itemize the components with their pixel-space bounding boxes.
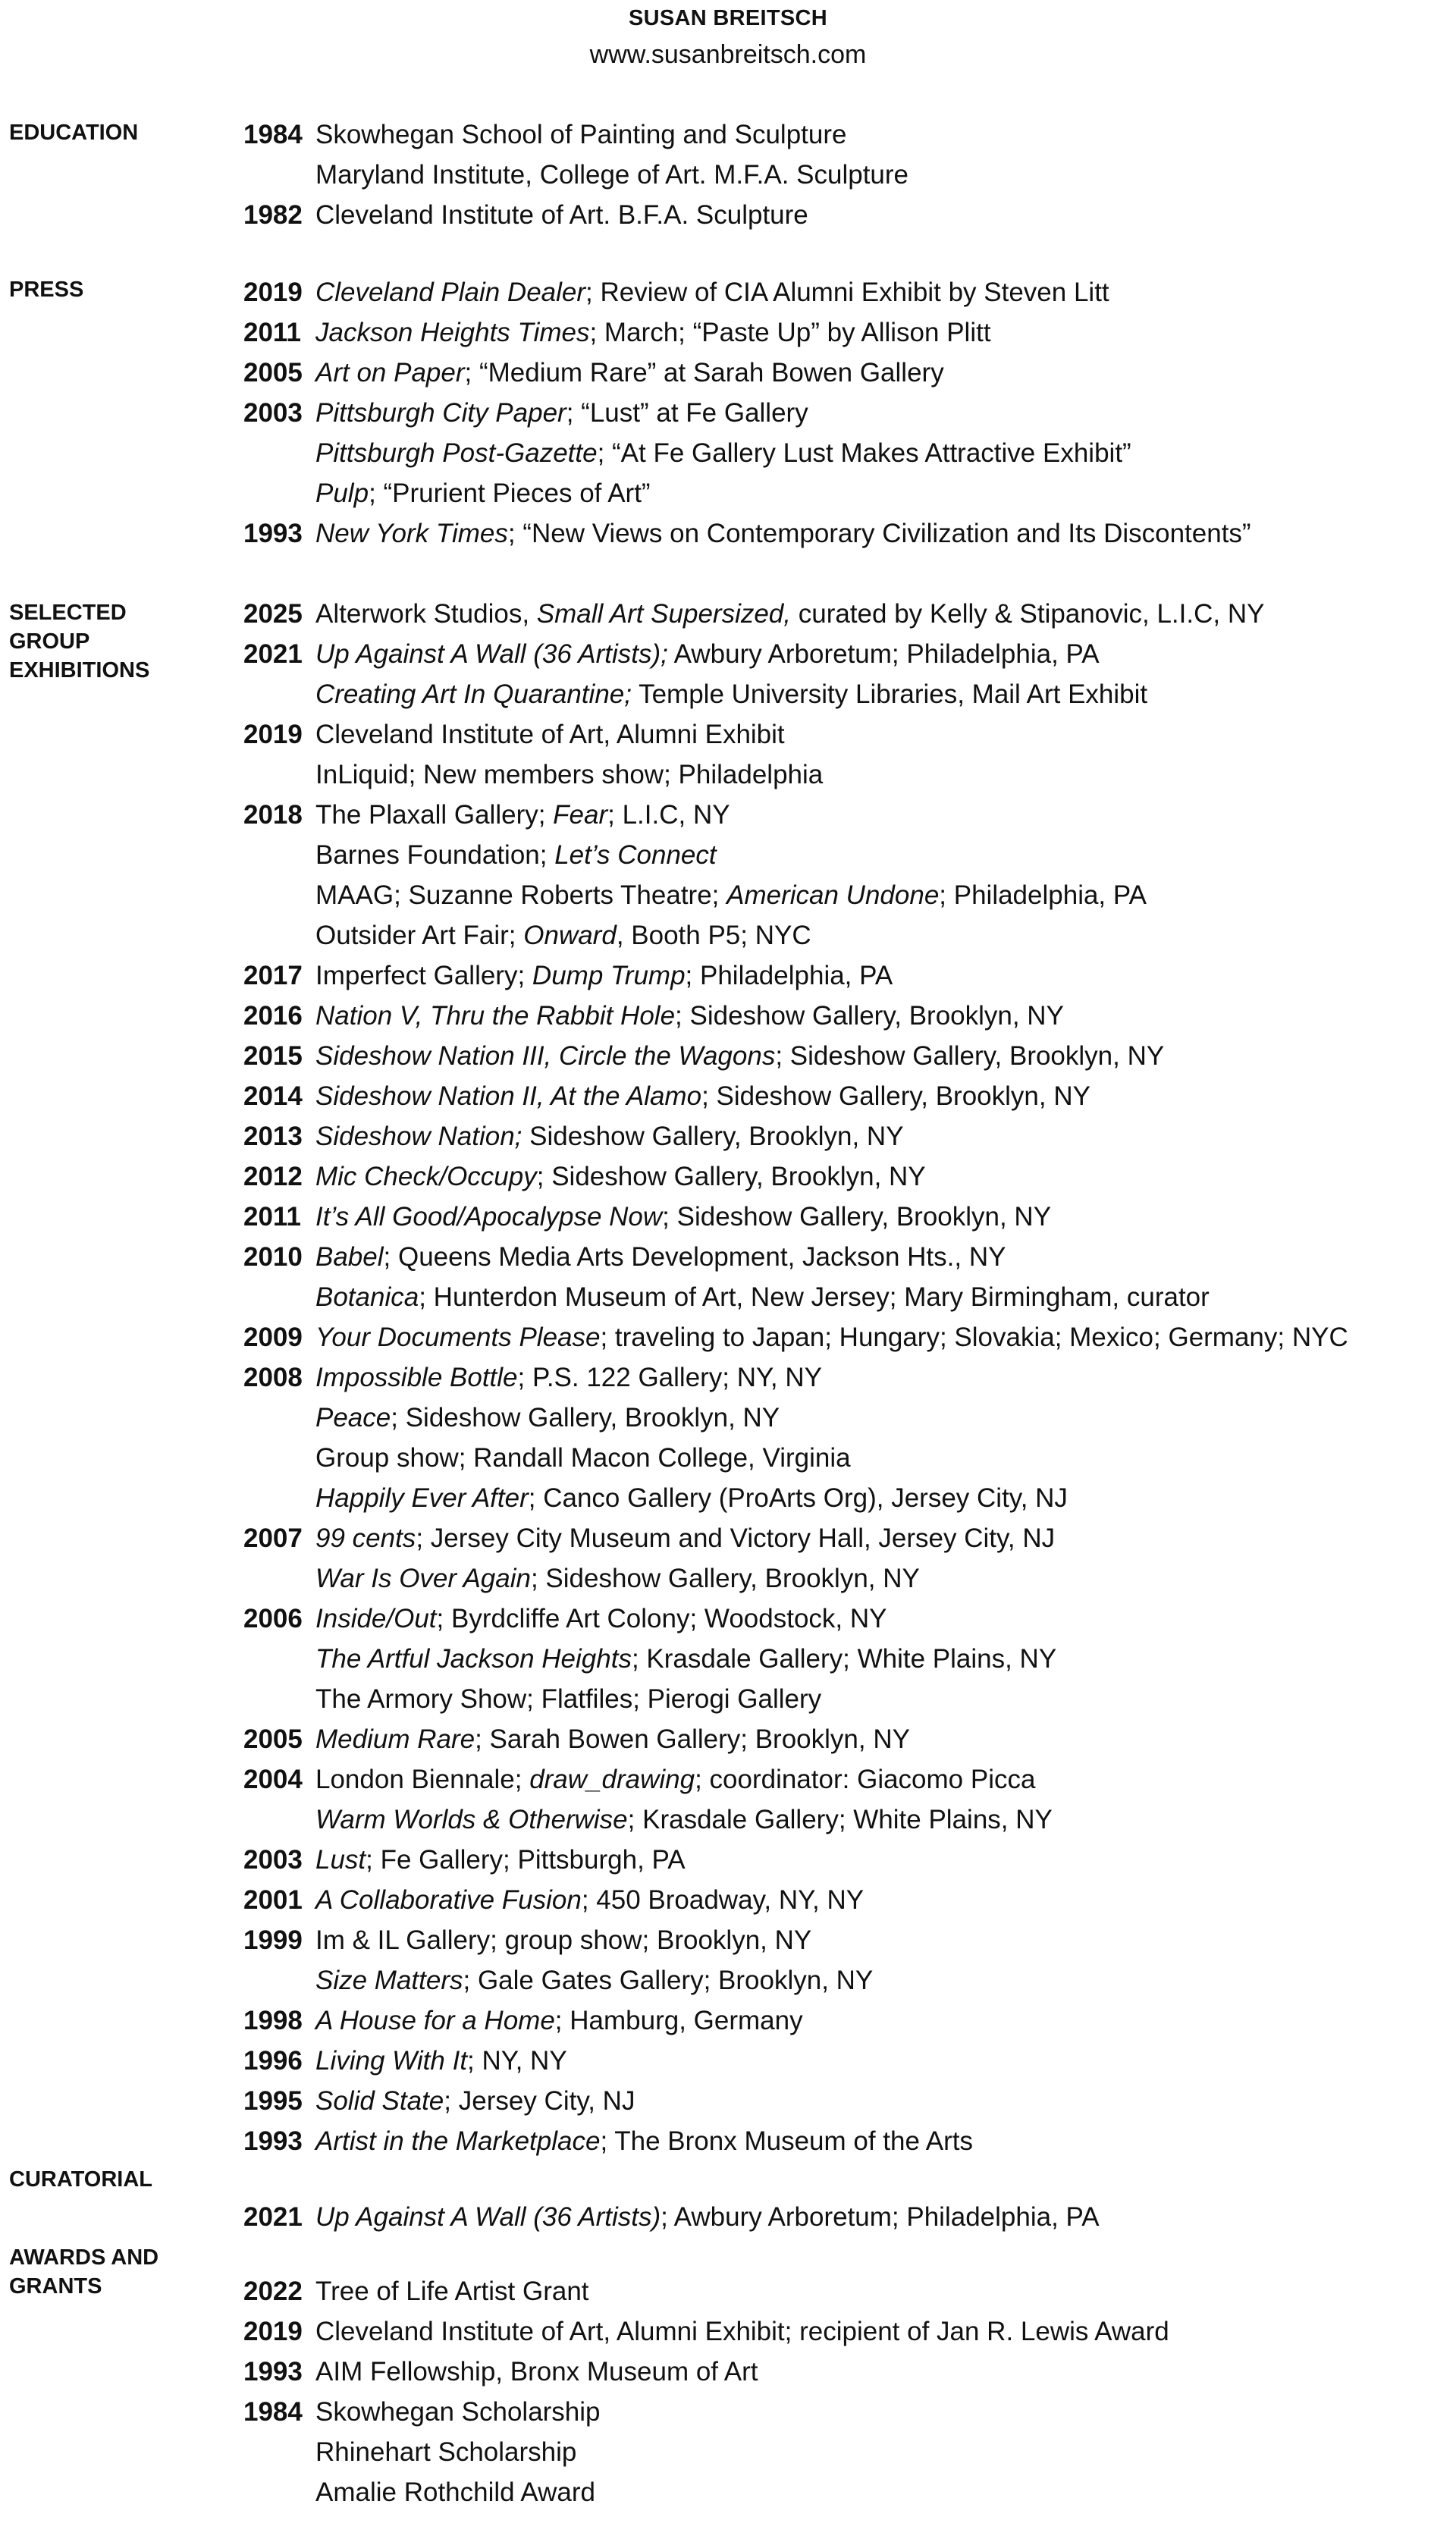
group-exhibitions-entry (243, 634, 1100, 674)
group-exhibitions-entry (243, 2081, 635, 2121)
section-label-group-exhibitions-line1: SELECTED (9, 601, 127, 625)
entry-text: Maryland Institute, College of Art. M.F.A. Sculpture (315, 160, 909, 190)
entry-text: ; Queens Media Arts Development, Jackson Hts., NY (383, 1242, 1006, 1272)
entry-year: 1993 (243, 2357, 303, 2386)
entry-text: ; Hunterdon Museum of Art, New Jersey; Mary Birmingham, curator (419, 1282, 1210, 1312)
group-exhibitions-entry (243, 1880, 864, 1920)
entry-title: Solid State (315, 2086, 444, 2116)
entry-title: Living With It (315, 2046, 468, 2076)
entry-year: 1984 (243, 120, 303, 149)
entry-text: ; 450 Broadway, NY, NY (581, 1885, 864, 1915)
group-exhibitions-entry (243, 1800, 1053, 1840)
entry-title: A Collaborative Fusion (315, 1885, 582, 1915)
entry-text: ; traveling to Japan; Hungary; Slovakia; Mexico; Germany; NYC (600, 1323, 1348, 1352)
entry-year: 2016 (243, 1001, 303, 1031)
entry-title: Onward (523, 921, 617, 950)
entry-year: 2004 (243, 1765, 303, 1794)
entry-year: 2025 (243, 599, 303, 629)
press-entry (243, 473, 651, 513)
group-exhibitions-entry (243, 1036, 1164, 1076)
entry-text: ; Sideshow Gallery, Brooklyn, NY (701, 1081, 1090, 1111)
entry-title: Cleveland Plain Dealer (315, 278, 586, 307)
education-entry (243, 195, 808, 235)
group-exhibitions-entry (243, 795, 730, 835)
entry-year: 1993 (243, 519, 303, 548)
group-exhibitions-entry (243, 1960, 873, 2001)
entry-text: ; Hamburg, Germany (554, 2006, 803, 2035)
entry-title: Art on Paper (315, 358, 465, 388)
section-label-press: PRESS (9, 278, 84, 302)
entry-text: ; The Bronx Museum of the Arts (600, 2126, 973, 2156)
entry-title: draw_drawing (529, 1765, 695, 1794)
group-exhibitions-entry (243, 1719, 910, 1759)
entry-title: Up Against A Wall (36 Artists); (315, 639, 668, 669)
entry-text: ; coordinator: Giacomo Picca (695, 1765, 1036, 1794)
section-label-awards-line1: AWARDS AND (9, 2245, 159, 2270)
entry-year: 2015 (243, 1041, 303, 1071)
group-exhibitions-entry (243, 1599, 887, 1639)
group-exhibitions-entry (243, 1558, 920, 1599)
entry-text: ; L.I.C, NY (607, 800, 730, 830)
entry-title: Happily Ever After (315, 1483, 529, 1513)
entry-text: ; Sideshow Gallery, Brooklyn, NY (530, 1564, 920, 1593)
awards-entry (243, 2432, 576, 2472)
entry-text: Im & IL Gallery; group show; Brooklyn, NY (315, 1925, 812, 1955)
group-exhibitions-entry (243, 1920, 811, 1960)
group-exhibitions-entry (243, 674, 1147, 714)
group-exhibitions-entry (243, 875, 1147, 915)
entry-title: Warm Worlds & Otherwise (315, 1805, 628, 1834)
press-entry (243, 513, 1251, 554)
entry-title: It’s All Good/Apocalypse Now (315, 1202, 663, 1232)
entry-text: ; Canco Gallery (ProArts Org), Jersey City, NJ (528, 1483, 1068, 1513)
entry-year: 2022 (243, 2277, 303, 2306)
entry-year: 2005 (243, 358, 303, 388)
entry-text: Tree of Life Artist Grant (315, 2277, 589, 2306)
entry-text: ; Awbury Arboretum; Philadelphia, PA (661, 2202, 1100, 2232)
awards-entry (243, 2311, 1169, 2352)
group-exhibitions-entry (243, 755, 823, 795)
entry-text: ; Gale Gates Gallery; Brooklyn, NY (463, 1966, 874, 1995)
entry-year: 1982 (243, 200, 303, 230)
entry-text: ; Fe Gallery; Pittsburgh, PA (366, 1845, 686, 1875)
awards-entry (243, 2392, 601, 2432)
group-exhibitions-entry (243, 956, 893, 996)
group-exhibitions-entry (243, 1840, 686, 1880)
awards-entry (243, 2472, 595, 2512)
entry-title: American Undone (726, 880, 940, 910)
entry-text: Alterwork Studios, (315, 599, 537, 629)
group-exhibitions-entry (243, 1197, 1051, 1237)
entry-text: Barnes Foundation; (315, 840, 555, 870)
entry-text: Group show; Randall Macon College, Virginia (315, 1443, 851, 1473)
entry-text: ; “New Views on Contemporary Civilization and Its Discontents” (507, 519, 1251, 548)
entry-title: Impossible Bottle (315, 1363, 518, 1392)
entry-year: 1995 (243, 2086, 303, 2116)
education-entry (243, 115, 846, 155)
artist-name: SUSAN BREITSCH (629, 6, 827, 30)
entry-year: 2021 (243, 2202, 303, 2232)
entry-title: Dump Trump (532, 961, 686, 990)
press-entry (243, 353, 944, 393)
entry-text: Rhinehart Scholarship (315, 2437, 577, 2467)
website-link[interactable]: www.susanbreitsch.com (589, 40, 867, 69)
entry-year: 1993 (243, 2126, 303, 2156)
entry-text: curated by Kelly & Stipanovic, L.I.C, NY (791, 599, 1265, 629)
group-exhibitions-entry (243, 1438, 851, 1478)
entry-year: 2007 (243, 1524, 303, 1553)
entry-title: Botanica (315, 1282, 419, 1312)
entry-text: Cleveland Institute of Art. B.F.A. Sculpture (315, 200, 808, 230)
entry-title: Fear (553, 800, 608, 830)
entry-year: 2018 (243, 800, 303, 830)
section-label-group-exhibitions-line3: EXHIBITIONS (9, 658, 150, 683)
entry-text: ; Sideshow Gallery, Brooklyn, NY (775, 1041, 1165, 1071)
entry-text: Imperfect Gallery; (315, 961, 532, 990)
entry-text: The Plaxall Gallery; (315, 800, 554, 830)
entry-title: Babel (315, 1242, 384, 1272)
group-exhibitions-entry (243, 1317, 1348, 1357)
awards-entry (243, 2271, 589, 2311)
entry-text: Outsider Art Fair; (315, 921, 524, 950)
entry-text: ; “Lust” at Fe Gallery (566, 398, 808, 428)
entry-title: Pittsburgh Post-Gazette (315, 438, 598, 468)
entry-year: 1998 (243, 2006, 303, 2035)
entry-text: Skowhegan Scholarship (315, 2397, 601, 2427)
entry-text: AIM Fellowship, Bronx Museum of Art (315, 2357, 758, 2386)
entry-year: 1999 (243, 1925, 303, 1955)
entry-text: Temple University Libraries, Mail Art Exhibit (631, 679, 1148, 709)
section-label-curatorial: CURATORIAL (9, 2167, 153, 2192)
entry-year: 2005 (243, 1724, 303, 1754)
group-exhibitions-entry (243, 1237, 1006, 1277)
entry-year: 2003 (243, 398, 303, 428)
entry-text: ; Sideshow Gallery, Brooklyn, NY (391, 1403, 780, 1433)
entry-text: The Armory Show; Flatfiles; Pierogi Gallery (315, 1684, 822, 1714)
entry-title: Size Matters (315, 1966, 463, 1995)
entry-title: Creating Art In Quarantine; (315, 679, 632, 709)
education-entry (243, 155, 908, 195)
entry-title: A House for a Home (315, 2006, 555, 2035)
section-label-education: EDUCATION (9, 121, 139, 145)
group-exhibitions-entry (243, 594, 1264, 634)
entry-title: Let’s Connect (554, 840, 717, 870)
group-exhibitions-entry (243, 1277, 1210, 1317)
entry-title: Inside/Out (315, 1604, 437, 1633)
entry-year: 1996 (243, 2046, 303, 2076)
press-entry (243, 312, 991, 353)
group-exhibitions-entry (243, 1156, 926, 1197)
entry-title: Pulp (315, 479, 369, 508)
entry-text: ; Krasdale Gallery; White Plains, NY (631, 1644, 1057, 1674)
group-exhibitions-entry (243, 2041, 567, 2081)
entry-text: ; NY, NY (467, 2046, 567, 2076)
entry-title: Lust (315, 1845, 366, 1875)
entry-year: 2003 (243, 1845, 303, 1875)
group-exhibitions-entry (243, 1759, 1035, 1800)
entry-year: 2012 (243, 1162, 303, 1191)
entry-year: 2019 (243, 2317, 303, 2346)
entry-year: 2017 (243, 961, 303, 990)
entry-text: London Biennale; (315, 1765, 530, 1794)
entry-text: Cleveland Institute of Art, Alumni Exhibit (315, 720, 785, 749)
entry-text: ; Philadelphia, PA (685, 961, 893, 990)
entry-title: Peace (315, 1403, 391, 1433)
entry-text: Awbury Arboretum; Philadelphia, PA (667, 639, 1100, 669)
entry-title: 99 cents (315, 1524, 416, 1553)
awards-entry (243, 2352, 758, 2392)
entry-text: ; “At Fe Gallery Lust Makes Attractive Exhibit” (597, 438, 1131, 468)
section-label-awards-line2: GRANTS (9, 2274, 102, 2299)
press-entry (243, 393, 808, 433)
entry-year: 2021 (243, 639, 303, 669)
entry-text: Cleveland Institute of Art, Alumni Exhibit; recipient of Jan R. Lewis Award (315, 2317, 1169, 2346)
entry-title: Your Documents Please (315, 1323, 601, 1352)
entry-year: 2008 (243, 1363, 303, 1392)
group-exhibitions-entry (243, 1116, 904, 1156)
entry-title: Small Art Supersized, (536, 599, 791, 629)
group-exhibitions-entry (243, 714, 785, 755)
entry-year: 2014 (243, 1081, 303, 1111)
entry-text: ; Sideshow Gallery, Brooklyn, NY (662, 1202, 1052, 1232)
entry-title: New York Times (315, 519, 508, 548)
group-exhibitions-entry (243, 996, 1064, 1036)
entry-text: Amalie Rothchild Award (315, 2477, 595, 2507)
entry-title: The Artful Jackson Heights (315, 1644, 632, 1674)
entry-year: 2009 (243, 1323, 303, 1352)
entry-title: Mic Check/Occupy (315, 1162, 537, 1191)
entry-text: ; Byrdcliffe Art Colony; Woodstock, NY (436, 1604, 887, 1633)
entry-title: Sideshow Nation III, Circle the Wagons (315, 1041, 776, 1071)
section-label-group-exhibitions-line2: GROUP (9, 629, 90, 654)
group-exhibitions-entry (243, 1478, 1068, 1518)
entry-text: ; Sideshow Gallery, Brooklyn, NY (536, 1162, 926, 1191)
entry-year: 2013 (243, 1122, 303, 1151)
entry-title: Pittsburgh City Paper (315, 398, 566, 428)
entry-year: 2011 (243, 318, 301, 347)
entry-title: Artist in the Marketplace (315, 2126, 601, 2156)
entry-year: 2019 (243, 720, 303, 749)
group-exhibitions-entry (243, 835, 717, 875)
entry-text: , Booth P5; NYC (616, 921, 811, 950)
entry-title: Sideshow Nation; (315, 1122, 522, 1151)
entry-text: Skowhegan School of Painting and Sculpture (315, 120, 847, 149)
entry-title: Sideshow Nation II, At the Alamo (315, 1081, 702, 1111)
entry-text: ; Jersey City Museum and Victory Hall, Jersey City, NJ (416, 1524, 1056, 1553)
group-exhibitions-entry (243, 915, 811, 956)
group-exhibitions-entry (243, 1398, 780, 1438)
entry-text: ; Review of CIA Alumni Exhibit by Steven Litt (585, 278, 1109, 307)
entry-title: Medium Rare (315, 1724, 475, 1754)
press-entry (243, 433, 1131, 473)
entry-year: 1984 (243, 2397, 303, 2427)
entry-text: Sideshow Gallery, Brooklyn, NY (522, 1122, 904, 1151)
entry-text: ; “Medium Rare” at Sarah Bowen Gallery (464, 358, 944, 388)
entry-text: ; March; “Paste Up” by Allison Plitt (589, 318, 991, 347)
entry-text: MAAG; Suzanne Roberts Theatre; (315, 880, 727, 910)
group-exhibitions-entry (243, 2001, 803, 2041)
group-exhibitions-entry (243, 1639, 1056, 1679)
group-exhibitions-entry (243, 2121, 973, 2161)
entry-title: War Is Over Again (315, 1564, 531, 1593)
entry-text: ; Sarah Bowen Gallery; Brooklyn, NY (475, 1724, 910, 1754)
group-exhibitions-entry (243, 1076, 1090, 1116)
entry-year: 2001 (243, 1885, 303, 1915)
entry-title: Nation V, Thru the Rabbit Hole (315, 1001, 676, 1031)
curatorial-entry (243, 2197, 1100, 2237)
group-exhibitions-entry (243, 1518, 1055, 1558)
entry-text: ; Philadelphia, PA (939, 880, 1147, 910)
entry-text: ; Jersey City, NJ (444, 2086, 635, 2116)
entry-title: Up Against A Wall (36 Artists) (315, 2202, 661, 2232)
entry-year: 2006 (243, 1604, 303, 1633)
entry-text: ; P.S. 122 Gallery; NY, NY (517, 1363, 822, 1392)
entry-title: Jackson Heights Times (315, 318, 590, 347)
entry-year: 2019 (243, 278, 303, 307)
entry-text: ; Krasdale Gallery; White Plains, NY (627, 1805, 1053, 1834)
group-exhibitions-entry (243, 1679, 821, 1719)
entry-year: 2010 (243, 1242, 303, 1272)
press-entry (243, 272, 1109, 312)
entry-text: ; Sideshow Gallery, Brooklyn, NY (675, 1001, 1064, 1031)
entry-text: ; “Prurient Pieces of Art” (369, 479, 651, 508)
entry-year: 2011 (243, 1202, 301, 1232)
entry-text: InLiquid; New members show; Philadelphia (315, 760, 824, 789)
group-exhibitions-entry (243, 1357, 822, 1398)
